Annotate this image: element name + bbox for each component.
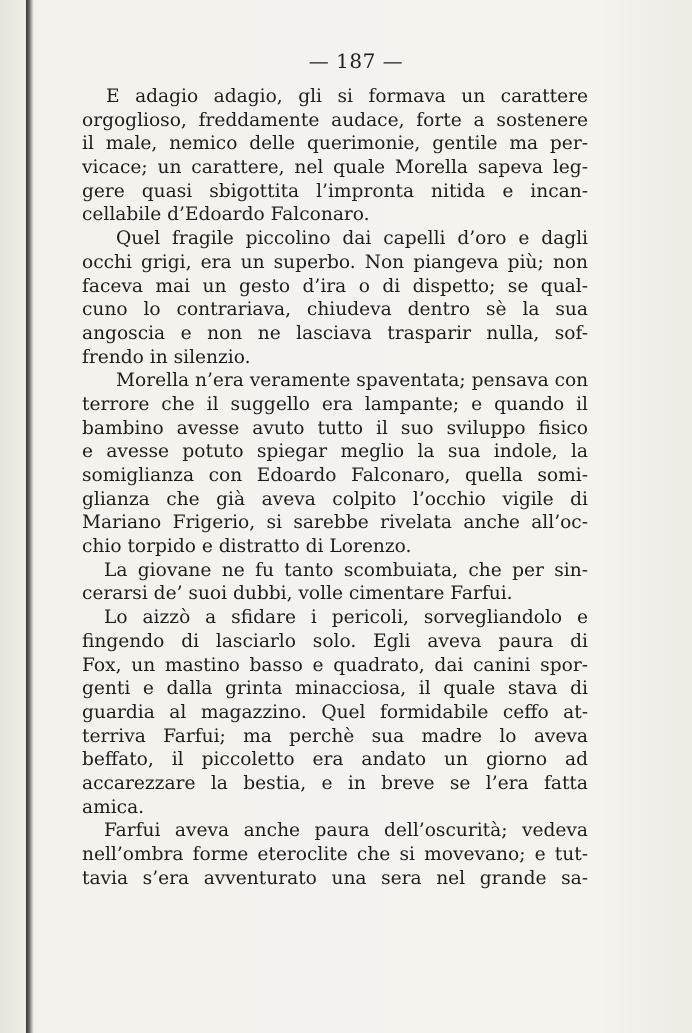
text-line: vicace; un carattere, nel quale Morella sapeva leg- xyxy=(82,157,588,179)
text-line: Mariano Frigerio, si sarebbe rivelata anche all’oc- xyxy=(82,512,588,534)
body-text xyxy=(82,85,588,890)
text-line: angoscia e non ne lasciava trasparir nulla, sof- xyxy=(82,322,588,344)
text-line: genti e dalla grinta minacciosa, il quale stava di xyxy=(82,678,588,700)
text-line: beffato, il piccoletto era andato un giorno ad xyxy=(82,749,588,771)
text-line: cuno lo contrariava, chiudeva dentro sè la sua xyxy=(82,299,588,321)
text-line: guardia al magazzino. Quel formidabile ceffo at- xyxy=(82,701,588,723)
text-line: accarezzare la bestia, e in breve se l’era fatta xyxy=(82,772,588,794)
text-line: terriva Farfui; ma perchè sua madre lo aveva xyxy=(82,725,588,747)
text-line: chio torpido e distratto di Lorenzo. xyxy=(82,536,412,558)
page-number: — 187 — xyxy=(308,49,404,73)
text-line: E adagio adagio, gli si formava un carattere xyxy=(106,86,588,107)
text-line: glianza che già aveva colpito l’occhio vigile di xyxy=(82,488,588,510)
text-line: fingendo di lasciarlo solo. Egli aveva paura di xyxy=(82,630,588,652)
paragraph xyxy=(82,606,588,819)
paragraph xyxy=(82,227,588,369)
text-line: Quel fragile piccolino dai capelli d’oro e dagli xyxy=(116,228,588,250)
text-line: somiglianza con Edoardo Falconaro, quella somi- xyxy=(82,465,588,486)
paragraph xyxy=(82,819,588,890)
text-line: Lo aizzò a sfidare i pericoli, sorvegliandolo e xyxy=(104,607,588,629)
text-line: La giovane ne fu tanto scombuiata, che per sin- xyxy=(104,559,588,581)
text-line: e avesse potuto spiegar meglio la sua indole, la xyxy=(82,441,588,463)
text-line: Farfui aveva anche paura dell’oscurità; vedeva xyxy=(104,820,588,842)
paragraph xyxy=(82,559,588,606)
text-line: cerarsi de’ suoi dubbi, volle cimentare Farfui. xyxy=(82,583,513,605)
text-line: tavia s’era avventurato una sera nel grande sa- xyxy=(82,867,588,889)
text-line: Morella n’era veramente spaventata; pensava con xyxy=(116,370,589,392)
text-line: terrore che il suggello era lampante; e quando il xyxy=(82,393,588,415)
text-line: cellabile d’Edoardo Falconaro. xyxy=(82,204,370,226)
text-line: il male, nemico delle querimonie, gentile ma per- xyxy=(82,133,588,155)
text-line: bambino avesse avuto tutto il suo sviluppo fisico xyxy=(82,417,588,439)
paragraph xyxy=(82,369,588,559)
text-line: gere quasi sbigottita l’impronta nitida e incan- xyxy=(82,180,588,202)
text-line: occhi grigi, era un superbo. Non piangeva più; non xyxy=(82,251,588,273)
text-line: orgoglioso, freddamente audace, forte a sostenere xyxy=(82,109,588,131)
text-line: frendo in silenzio. xyxy=(82,346,251,368)
text-line: nell’ombra forme eteroclite che si movevano; e tut- xyxy=(82,844,588,865)
paragraph xyxy=(82,85,588,227)
text-line: Fox, un mastino basso e quadrato, dai canini spor- xyxy=(82,654,588,676)
binding-edge xyxy=(26,0,34,1033)
text-line: faceva mai un gesto d’ira o di dispetto; se qual- xyxy=(82,275,588,297)
text-line: amica. xyxy=(82,796,145,818)
